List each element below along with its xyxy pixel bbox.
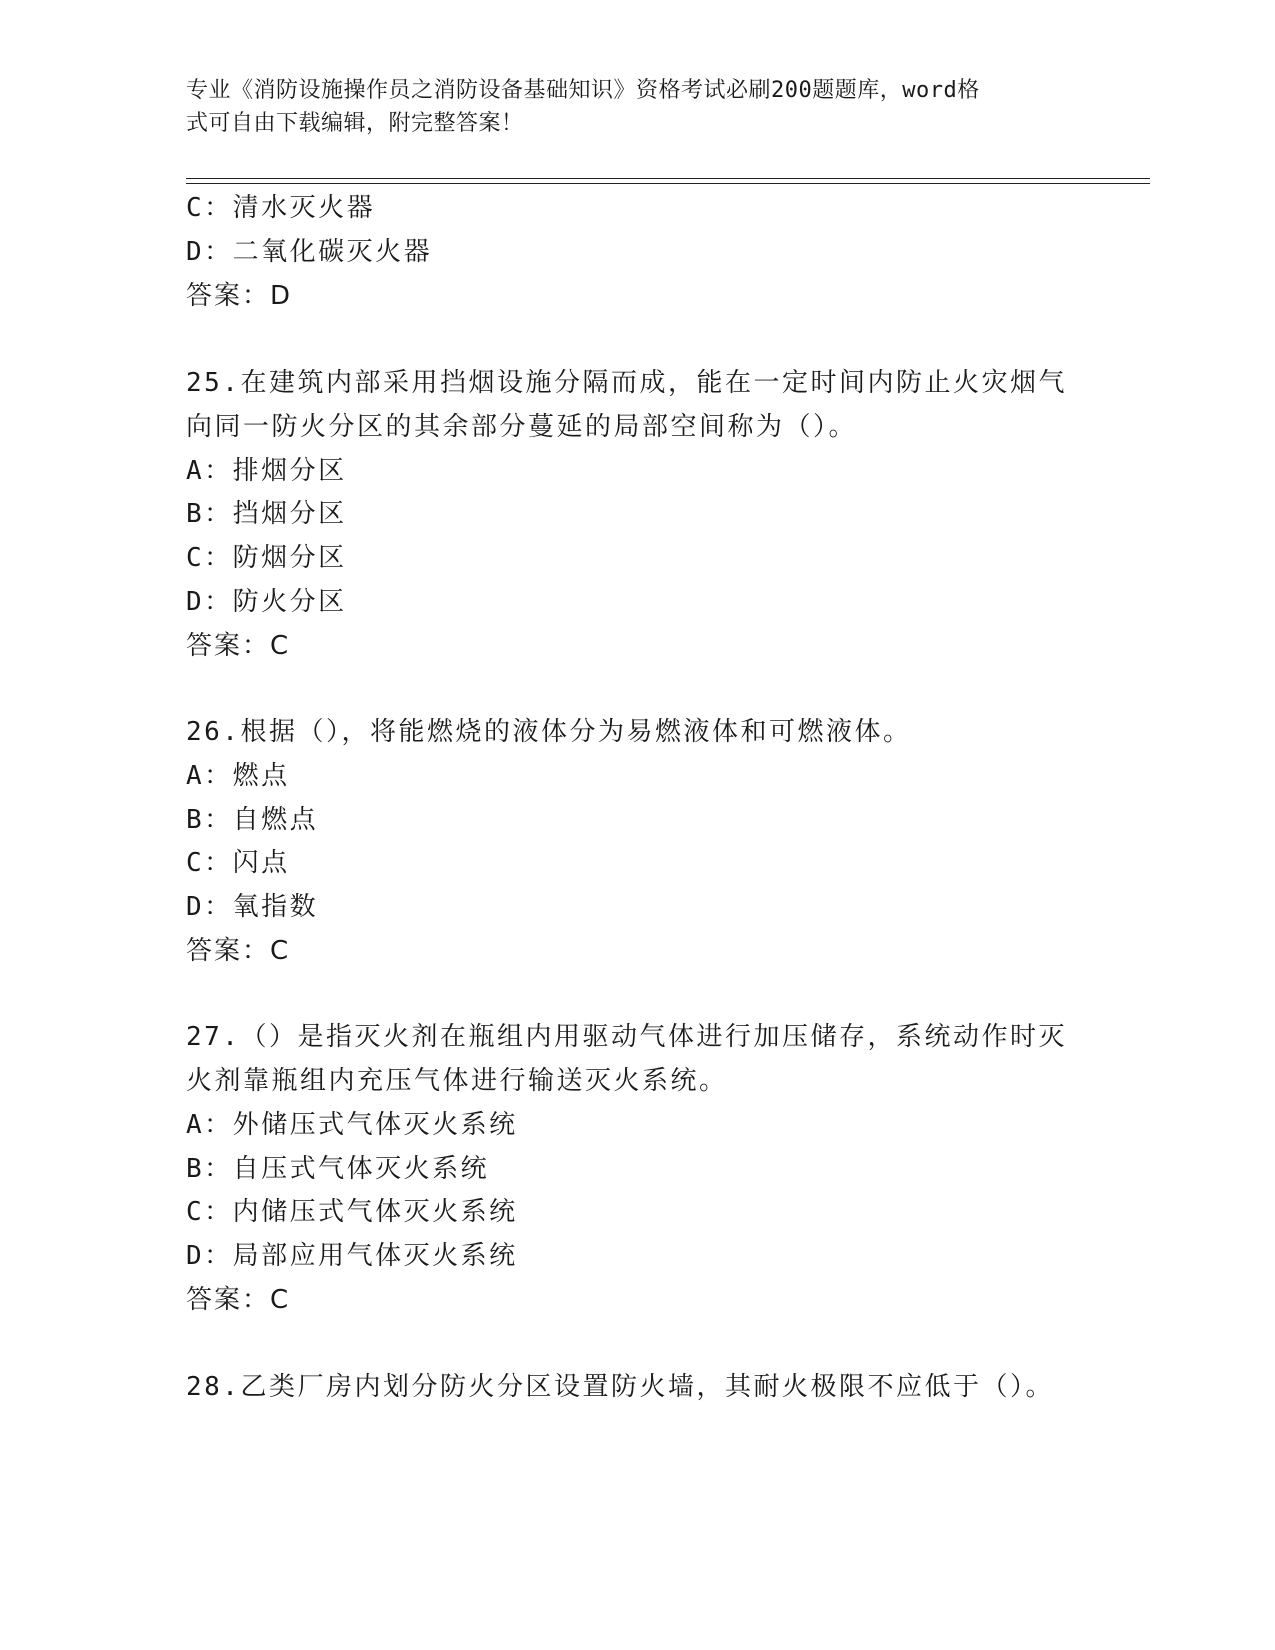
q26-text-line-1: 26.根据（），将能燃烧的液体分为易燃液体和可燃液体。 [186, 717, 912, 747]
q24-answer: 答案：D [186, 281, 293, 311]
q26-option-d: D：氧指数 [186, 892, 319, 922]
q25-answer: 答案：C [186, 631, 291, 661]
q26-option-c: C：闪点 [186, 848, 290, 878]
q27-option-c: C：内储压式气体灭火系统 [186, 1197, 518, 1227]
q25-option-d: D：防火分区 [186, 587, 347, 617]
document-header [186, 74, 1066, 140]
q27-text-line-2: 火剂靠瓶组内充压气体进行输送灭火系统。 [186, 1066, 728, 1096]
q24-option-c: C：清水灭火器 [186, 193, 376, 223]
q27-option-d: D：局部应用气体灭火系统 [186, 1241, 518, 1271]
q26-option-a: A：燃点 [186, 761, 290, 791]
q27-answer: 答案：C [186, 1285, 291, 1315]
header-divider-top [186, 178, 1150, 179]
header-line-2: 式可自由下载编辑，附完整答案！ [186, 111, 524, 136]
q25-text-line-2: 向同一防火分区的其余部分蔓延的局部空间称为（）。 [186, 412, 858, 442]
q25-option-c: C：防烟分区 [186, 543, 347, 573]
q26-answer: 答案：C [186, 936, 291, 966]
q28-text-line-1: 28.乙类厂房内划分防火分区设置防火墙，其耐火极限不应低于（）。 [186, 1372, 1054, 1402]
q27-text-line-1: 27.（）是指灭火剂在瓶组内用驱动气体进行加压储存，系统动作时灭 [186, 1022, 1067, 1052]
q25-option-b: B：挡烟分区 [186, 499, 347, 529]
q26-option-b: B：自燃点 [186, 805, 319, 835]
q25-text-line-1: 25.在建筑内部采用挡烟设施分隔而成，能在一定时间内防止火灾烟气 [186, 368, 1067, 398]
q25-option-a: A：排烟分区 [186, 456, 347, 486]
header-line-1: 专业《消防设施操作员之消防设备基础知识》资格考试必刷200题题库，word格 [186, 78, 980, 103]
q27-option-b: B：自压式气体灭火系统 [186, 1154, 490, 1184]
q27-option-a: A：外储压式气体灭火系统 [186, 1110, 518, 1140]
header-divider-bottom [186, 183, 1150, 184]
q24-option-d: D：二氧化碳灭火器 [186, 237, 433, 267]
